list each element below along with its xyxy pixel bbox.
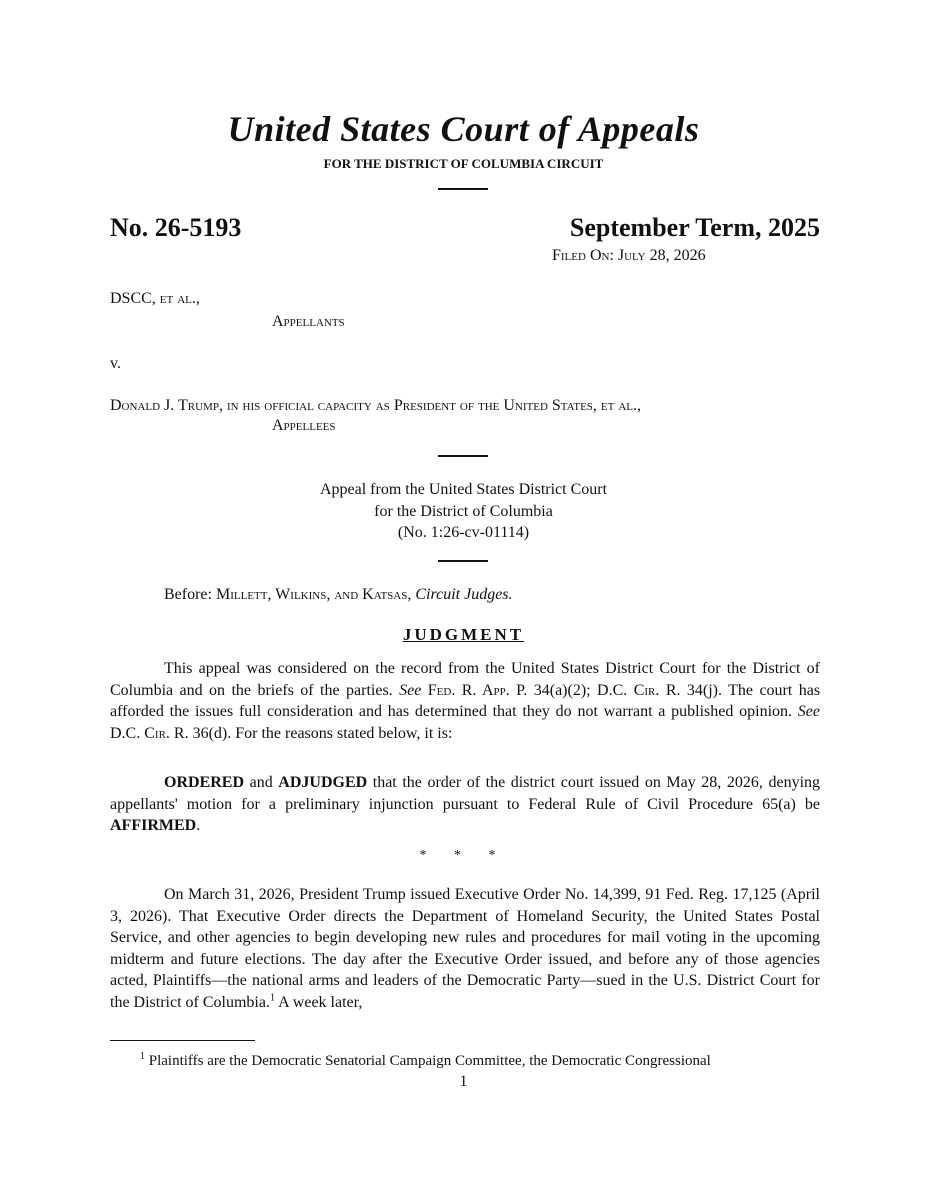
before-label: Before:: [164, 586, 212, 603]
appeal-from-line-3: (No. 1:26-cv-01114): [397, 524, 530, 541]
adjudged-word: ADJUDGED: [278, 774, 368, 791]
p1-text-e: R. 36(d). For the reasons stated below, it is:: [173, 724, 453, 742]
and-word: and: [249, 774, 273, 791]
appeal-from-line-1: Appeal from the United States District Court: [319, 481, 608, 498]
footnote-divider: [110, 1040, 255, 1041]
appeal-from-line-2: for the District of Columbia: [374, 502, 553, 520]
appellee-line: [110, 395, 641, 416]
p2-text: that the order of the district court issued on May 28, 2026, denying appellants' motion for a preliminary injunction pursuant to Federal Rule of Civil Procedure 65(a) be: [110, 774, 821, 813]
docket-number: No. 26-5193: [110, 213, 242, 242]
appeal-from-block: [0, 479, 927, 544]
section-break-stars: * * *: [419, 848, 508, 863]
footnote-text: Plaintiffs are the Democratic Senatorial Campaign Committee, the Democratic Congressional: [148, 1053, 711, 1069]
appeal-divider: [438, 560, 488, 562]
appellee-name: Donald J. Trump,: [110, 397, 223, 414]
p1-cite-frap: Fed. R. App. P.: [427, 681, 528, 699]
p1-cir-1: Cir.: [633, 681, 660, 699]
filed-on: [552, 247, 706, 265]
court-name: United States Court of Appeals: [227, 109, 700, 149]
appellant-line: [110, 288, 200, 309]
appellant-suffix: et al.,: [159, 290, 200, 307]
paragraph-background: [110, 884, 820, 1013]
p1-text-a: This appeal was considered on the record from the United States District Court for the District of Columbia and on the briefs of the parties.: [110, 660, 820, 699]
panel-judges: Millett, Wilkins, and Katsas,: [215, 586, 412, 603]
before-line: [164, 584, 513, 605]
p3-text-b: A week later,: [278, 993, 363, 1011]
p1-text-b: 34(a)(2); D.C.: [533, 681, 628, 699]
footnote-marker: 1: [140, 1051, 145, 1062]
appellee-description: in his official capacity as President of the United States, et al.,: [226, 397, 642, 414]
caption-divider: [438, 455, 488, 457]
p1-text-c: R. 34(j). The court has afforded the issues full consideration and has determined that they do not warrant a published opinion.: [110, 681, 821, 720]
appellee-role: Appellees: [272, 417, 336, 434]
appellant-name: DSCC,: [110, 290, 156, 307]
p1-see-1: See: [399, 681, 422, 699]
page-number: 1: [459, 1073, 468, 1090]
circuit-name: FOR THE DISTRICT OF COLUMBIA CIRCUIT: [323, 156, 604, 171]
paragraph-ordered: [110, 772, 820, 837]
judgment-heading: JUDGMENT: [402, 625, 525, 644]
p1-text-d: D.C.: [110, 724, 141, 742]
judges-title: Circuit Judges.: [415, 586, 513, 603]
appellant-role: Appellants: [272, 313, 345, 330]
paragraph-consideration: [110, 658, 820, 744]
ordered-word: ORDERED: [164, 774, 245, 791]
affirmed-word: AFFIRMED: [110, 817, 197, 834]
footnote-1: [140, 1051, 820, 1071]
court-term: September Term, 2025: [569, 213, 820, 242]
p3-text-a: On March 31, 2026, President Trump issued Executive Order No. 14,399, 91 Fed. Reg. 17,125 (April 3, 2026). That Executive Order directs the Department of Homeland Security, the United States Postal Service, and other agencies to begin developing new rules and procedures for mail voting in the upcoming midterm and future elections. The day after the Executive Order issued, and before any of those agencies acted, Plaintiffs—the national arms and leaders of the Democratic Party—sued in the U.S. District Court for the District of Columbia.: [110, 886, 820, 1011]
p2-period: .: [196, 817, 201, 834]
p1-see-2: See: [797, 703, 820, 720]
header-divider: [438, 188, 488, 190]
filed-on-date: July 28, 2026: [617, 247, 706, 264]
filed-on-label: Filed On:: [552, 247, 614, 264]
versus: v.: [110, 355, 121, 372]
p1-cir-2: Cir.: [144, 724, 170, 742]
footnote-reference: 1: [269, 992, 275, 1004]
